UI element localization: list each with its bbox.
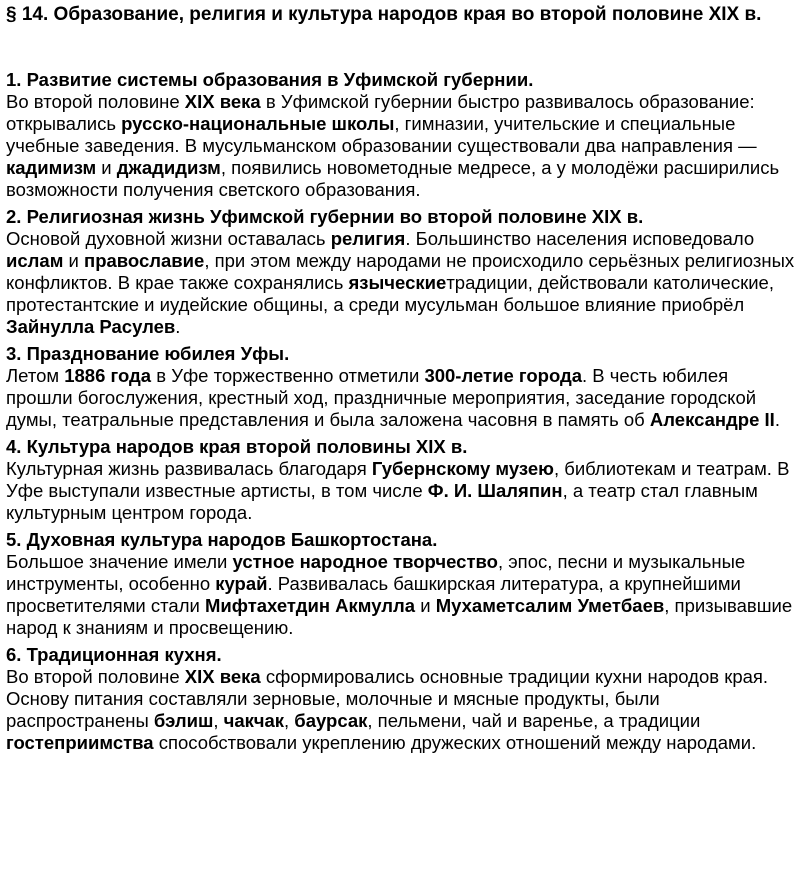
text-run: Во второй половине <box>6 91 185 112</box>
text-run: , гимназии, учительские и специальные учебные заведения. В мусульманском образовании существовали два направления — <box>6 113 757 156</box>
text-run: и <box>415 595 436 616</box>
bold-term: гостеприимства <box>6 732 154 753</box>
section-paragraph <box>6 458 796 524</box>
text-run: способствовали укреплению дружеских отношений между народами. <box>153 732 757 753</box>
text-run: . Большинство населения исповедовало <box>405 228 755 249</box>
bold-term: 300-летие города <box>424 365 583 386</box>
text-run: , библиотекам и театрам. В Уфе выступали известные артисты, в том числе <box>6 458 790 501</box>
bold-term: бэлиш <box>153 710 214 731</box>
text-run: , появились новометодные медресе, а у молодёжи расширились возможности получения светского образования. <box>6 157 780 200</box>
text-run: , а театр стал главным культурным центром города. <box>6 480 758 523</box>
text-run: Большое значение имели <box>6 551 233 572</box>
section-paragraph <box>6 91 796 201</box>
section-cuisine <box>6 644 796 754</box>
section-paragraph <box>6 666 796 754</box>
text-run: . <box>774 409 780 430</box>
section-paragraph <box>6 551 796 639</box>
section-culture <box>6 436 796 524</box>
text-run: , <box>284 710 295 731</box>
bold-term: ислам <box>6 250 64 271</box>
text-run: , пельмени, чай и варенье, а традиции <box>367 710 701 731</box>
bold-term: Александре II <box>649 409 775 430</box>
bold-term: чакчак <box>223 710 284 731</box>
bold-term: Мифтахетдин Акмулла <box>204 595 416 616</box>
text-run: , при этом между народами не происходило серьёзных религиозных конфликтов. В крае также сохранялись <box>6 250 795 293</box>
section-heading: 6. Традиционная кухня. <box>6 644 222 665</box>
bold-term: Губернскому музею <box>371 458 554 479</box>
text-run: сформировались основные традиции кухни народов края. Основу питания составляли зерновые, молочные и мясные продукты, были распространены <box>6 666 769 731</box>
section-paragraph <box>6 228 796 338</box>
section-heading: 1. Развитие системы образования в Уфимской губернии. <box>6 69 534 90</box>
section-heading: 5. Духовная культура народов Башкортостана. <box>6 529 438 550</box>
bold-term: Мухаметсалим Уметбаев <box>435 595 665 616</box>
bold-term: 1886 года <box>64 365 152 386</box>
section-heading: 2. Религиозная жизнь Уфимской губернии во второй половине XIX в. <box>6 206 644 227</box>
text-run: Во второй половине <box>6 666 185 687</box>
bold-term: языческие <box>348 272 447 293</box>
text-run: традиции, действовали католические, протестантские и иудейские общины, а среди мусульман большое влияние приобрёл <box>6 272 774 315</box>
section-heading: 3. Празднование юбилея Уфы. <box>6 343 290 364</box>
document-page <box>0 3 800 754</box>
bold-term: курай <box>215 573 268 594</box>
text-run: . <box>175 316 181 337</box>
bold-term: Ф. И. Шаляпин <box>427 480 563 501</box>
section-paragraph <box>6 365 796 431</box>
bold-term: джадидизм <box>116 157 221 178</box>
text-run: в Уфимской губернии быстро развивалось образование: открывались <box>6 91 755 134</box>
bold-term: устное народное творчество <box>232 551 498 572</box>
text-run: , эпос, песни и музыкальные инструменты, особенно <box>6 551 746 594</box>
section-jubilee <box>6 343 796 431</box>
title-spacer <box>6 27 796 69</box>
text-run: Основой духовной жизни оставалась <box>6 228 331 249</box>
text-run: . В честь юбилея прошли богослужения, крестный ход, праздничные мероприятия, заседание городской думы, театральные представления и была заложена часовня в память об <box>6 365 757 430</box>
bold-term: кадимизм <box>6 157 97 178</box>
bold-term: религия <box>330 228 406 249</box>
text-run: Культурная жизнь развивалась благодаря <box>6 458 372 479</box>
text-run: . Развивалась башкирская литература, а крупнейшими просветителями стали <box>6 573 741 616</box>
section-heading: 4. Культура народов края второй половины XIX в. <box>6 436 468 457</box>
bold-term: православие <box>84 250 205 271</box>
text-run: , призывавшие народ к знаниям и просвещению. <box>6 595 793 638</box>
text-run: в Уфе торжественно отметили <box>151 365 425 386</box>
bold-term: баурсак <box>294 710 368 731</box>
text-run: Летом <box>6 365 65 386</box>
text-run: и <box>96 157 117 178</box>
section-spiritual-culture <box>6 529 796 639</box>
page-title: § 14. Образование, религия и культура народов края во второй половине XIX в. <box>6 4 762 25</box>
bold-term: XIX века <box>184 666 261 687</box>
section-religion <box>6 206 796 338</box>
bold-term: Зайнулла Расулев <box>6 316 176 337</box>
text-run: , <box>213 710 224 731</box>
bold-term: XIX века <box>184 91 261 112</box>
section-education <box>6 69 796 201</box>
text-run: и <box>63 250 85 271</box>
bold-term: русско-национальные школы <box>121 113 395 134</box>
